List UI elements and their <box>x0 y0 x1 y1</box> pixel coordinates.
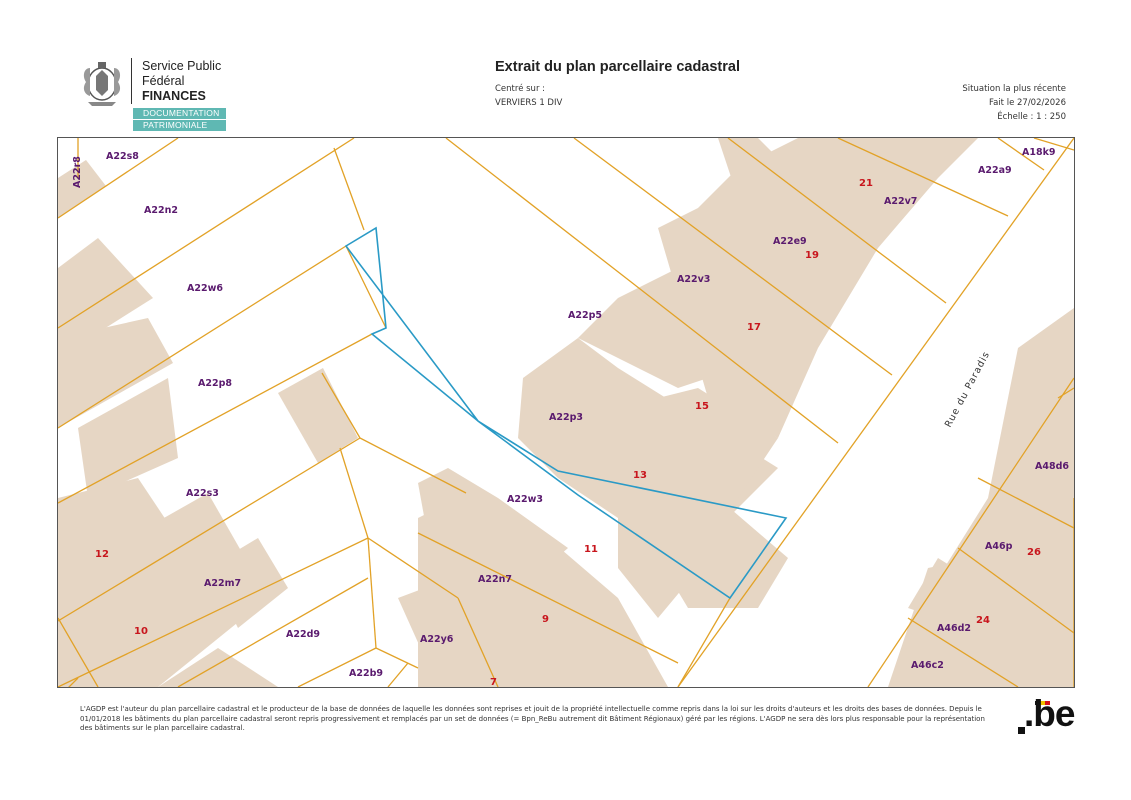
centered-on-value: VERVIERS 1 DIV <box>495 98 563 108</box>
cadastral-map[interactable] <box>57 137 1075 688</box>
centered-on-label: Centré sur : <box>495 84 545 94</box>
house-number: 24 <box>976 615 990 626</box>
situation-text: Situation la plus récente <box>962 84 1066 94</box>
street-name: Rue du Paradis <box>942 349 993 430</box>
parcel-label: A22a9 <box>978 165 1012 176</box>
parcel-label: A22n7 <box>478 574 512 585</box>
org-logo <box>78 56 238 136</box>
parcel-label: A48d6 <box>1035 461 1069 472</box>
belgian-coat-of-arms-icon <box>78 56 126 108</box>
parcel-label: A22y6 <box>420 634 454 645</box>
be-logo <box>1018 693 1075 741</box>
page-title: Extrait du plan parcellaire cadastral <box>495 59 740 75</box>
house-number: 11 <box>584 544 598 555</box>
parcel-label: A18k9 <box>1022 147 1056 158</box>
parcel-label: A22p5 <box>568 310 602 321</box>
map-canvas <box>58 138 1074 687</box>
house-number: 26 <box>1027 547 1041 558</box>
badge-documentation: DOCUMENTATION <box>133 108 226 119</box>
house-number: 12 <box>95 549 109 560</box>
parcel-label: A22s3 <box>186 488 219 499</box>
parcel-label: A22d9 <box>286 629 320 640</box>
parcel-label: A22p3 <box>549 412 583 423</box>
parcel-label: A22p8 <box>198 378 232 389</box>
org-name-line1: Service Public <box>142 59 222 73</box>
parcel-label: A22v7 <box>884 196 918 207</box>
house-number: 17 <box>747 322 761 333</box>
house-number: 10 <box>134 626 148 637</box>
parcel-label: A22w3 <box>507 494 543 505</box>
house-number: 13 <box>633 470 647 481</box>
house-number: 19 <box>805 250 819 261</box>
parcel-label: A46c2 <box>911 660 944 671</box>
copyright-notice: L'AGDP est l'auteur du plan parcellaire cadastral et le producteur de la base de données de laquelle les données sont reprises et jouit de la propriété intellectuelle comme repris dans la loi sur les droits d'auteurs et les droits des bases de données. Depuis le 01/01/2018 les bâtiments du plan parcellaire cadastral seront repris progressivement et remplacés par un set de données (= Bpn_ReBu autrement dit Bâtiment Régionaux) géré par les régions. L'AGDP ne sera dès lors plus responsable pour la représentation des bâtiments sur le plan parcellaire cadastral. <box>80 705 985 732</box>
parcel-label: A46d2 <box>937 623 971 634</box>
scale-text: Échelle : 1 : 250 <box>997 112 1066 122</box>
parcel-label: A22e9 <box>773 236 807 247</box>
house-number: 21 <box>859 178 873 189</box>
house-number: 15 <box>695 401 709 412</box>
org-name-line3: FINANCES <box>142 89 206 103</box>
badge-patrimoniale: PATRIMONIALE <box>133 120 226 131</box>
parcel-label: A22s8 <box>106 151 139 162</box>
house-number: 9 <box>542 614 549 625</box>
building <box>278 368 358 463</box>
parcel-label: A22m7 <box>204 578 242 589</box>
logo-divider <box>131 58 132 104</box>
parcel-label: A22r8 <box>72 156 83 188</box>
be-logo-text: .be <box>1024 693 1075 734</box>
parcel-label: A46p <box>985 541 1013 552</box>
parcel-label: A22b9 <box>349 668 383 679</box>
parcel-label: A22v3 <box>677 274 711 285</box>
made-on-date: Fait le 27/02/2026 <box>989 98 1066 108</box>
house-number: 7 <box>490 677 497 687</box>
parcel-label: A22n2 <box>144 205 178 216</box>
org-name-line2: Fédéral <box>142 74 185 88</box>
parcel-label: A22w6 <box>187 283 223 294</box>
